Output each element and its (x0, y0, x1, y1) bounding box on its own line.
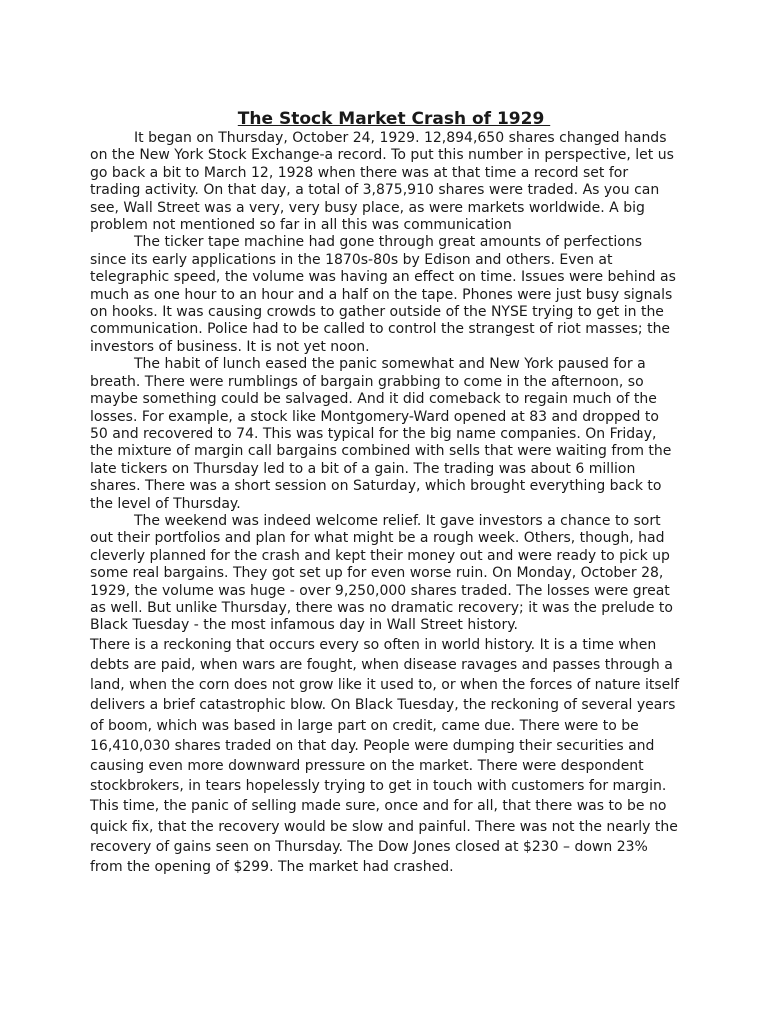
document-title: The Stock Market Crash of 1929 (237, 109, 551, 129)
paragraph-2: The ticker tape machine had gone through great amounts of perfections since its early applications in the 1870s-80s by Edison and others. Even at telegraphic speed, the volume was having an effect on time. Issues were behind as much as one hour to an hour and a half on the tape. Phones were just busy signals on hooks. It was causing crowds to gather outside of the NYSE trying to get in the communication. Police had to be called to control the strangest of riot masses; the investors of business. It is not yet noon. (90, 234, 676, 355)
paragraph-4: The weekend was indeed welcome relief. It gave investors a chance to sort out their portfolios and plan for what might be a rough week. Others, though, had cleverly planned for the crash and kept their money out and were ready to pick up some real bargains. They got set up for even worse ruin. On Monday, October 28, 1929, the volume was huge - over 9,250,000 shares traded. The losses were great as well. But unlike Thursday, there was no dramatic recovery; it was the prelude to Black Tuesday - the most infamous day in Wall Street history. (90, 512, 673, 634)
document-page (90, 108, 680, 877)
paragraph-1: It began on Thursday, October 24, 1929. 12,894,650 shares changed hands on the New York Stock Exchange-a record. To put this number in perspective, let us go back a bit to March 12, 1928 when there was at that time a record set for trading activity. On that day, a total of 3,875,910 shares were traded. As you can see, Wall Street was a very, very busy place, as were markets worldwide. A big problem not mentioned so far in all this was communication (90, 130, 674, 234)
paragraph-3: The habit of lunch eased the panic somewhat and New York paused for a breath. There were rumblings of bargain grabbing to come in the afternoon, so maybe something could be salvaged. And it did comeback to regain much of the losses. For example, a stock like Montgomery-Ward opened at 83 and dropped to 50 and recovered to 74. This was typical for the big name companies. On Friday, the mixture of margin call bargains combined with sells that were waiting from the late tickers on Thursday led to a bit of a gain. The trading was about 6 million shares. There was a short session on Saturday, which brought everything back to the level of Thursday. (90, 356, 672, 512)
paragraph-5: There is a reckoning that occurs every so often in world history. It is a time when debts are paid, when wars are fought, when disease ravages and passes through a land, when the corn does not grow like it used to, or when the forces of nature itself delivers a brief catastrophic blow. On Black Tuesday, the reckoning of several years of boom, which was based in large part on credit, came due. There were to be 16,410,030 shares traded on that day. People were dumping their securities and causing even more downward pressure on the market. There were despondent stockbrokers, in tears hopelessly trying to get in touch with customers for margin. This time, the panic of selling made sure, once and for all, that there was to be no quick fix, that the recovery would be slow and painful. There was not the nearly the recovery of gains seen on Thursday. The Dow Jones closed at $230 – down 23% from the opening of $299. The market had crashed. (90, 636, 680, 876)
